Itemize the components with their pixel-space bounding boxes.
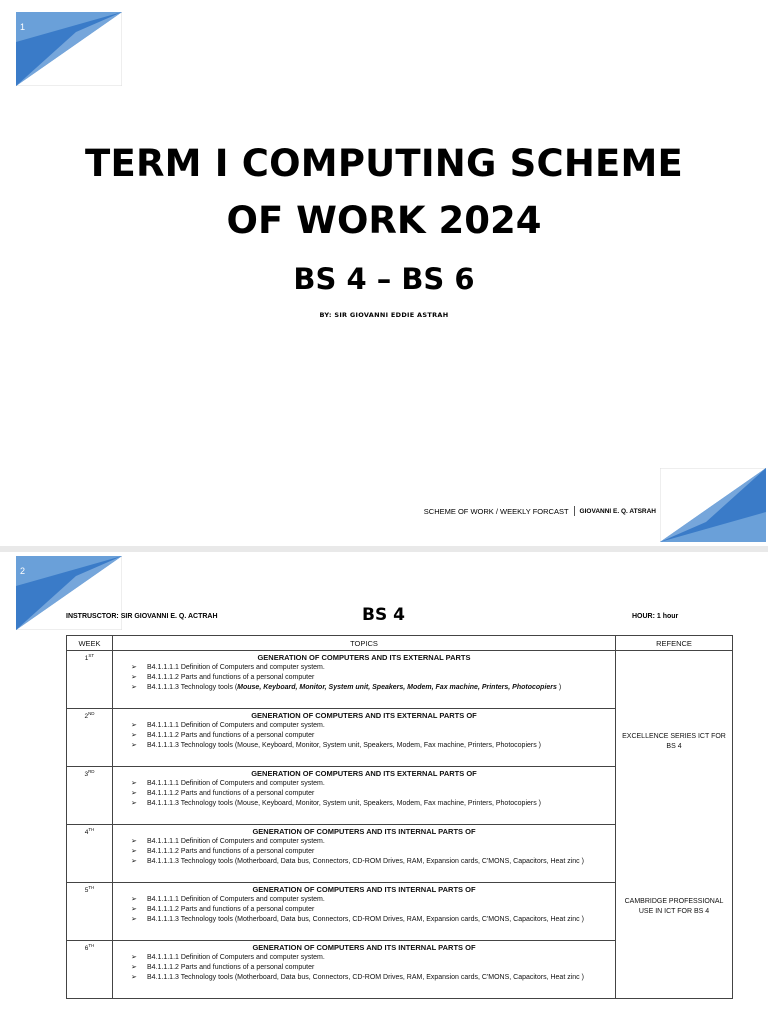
- list-item: ➢ B4.1.1.1.2 Parts and functions of a personal computer: [131, 905, 615, 915]
- instructor-label: INSTRUSCTOR: SIR GIOVANNI E. Q. ACTRAH: [66, 613, 218, 620]
- corner-decoration: [16, 12, 122, 86]
- corner-decoration-bottom-right: [660, 468, 766, 542]
- list-item: ➢ B4.1.1.1.3 Technology tools (Motherboard, Data bus, Connectors, CD-ROM Drives, RAM, Expansion cards, C'MONS, Capacitors, Heat zinc ): [131, 973, 615, 983]
- week-suffix: TH: [88, 943, 95, 948]
- topic-title: GENERATION OF COMPUTERS AND ITS INTERNAL PARTS OF: [252, 885, 476, 894]
- page-number: 2: [20, 566, 26, 576]
- week-cell: [67, 941, 113, 999]
- week-number: 6: [84, 945, 89, 953]
- list-item: ➢ B4.1.1.1.1 Definition of Computers and computer system.: [131, 895, 615, 905]
- topics-cell: [113, 709, 616, 767]
- week-number: 3: [84, 771, 89, 779]
- week-number: 5: [84, 887, 89, 895]
- column-header-topics: TOPICS: [113, 636, 616, 651]
- topic-title: GENERATION OF COMPUTERS AND ITS EXTERNAL PARTS: [257, 653, 471, 662]
- scheme-of-work-table: [66, 635, 733, 999]
- reference-cell: [616, 651, 733, 999]
- column-header-reference: REFENCE: [616, 636, 733, 651]
- topics-cell: [113, 883, 616, 941]
- column-header-week: WEEK: [67, 636, 113, 651]
- topics-cell: [113, 825, 616, 883]
- list-item: ➢ B4.1.1.1.3 Technology tools (Mouse, Keyboard, Monitor, System unit, Speakers, Modem, Fax machine, Printers, Photocopiers ): [131, 799, 615, 809]
- list-item: ➢ B4.1.1.1.2 Parts and functions of a personal computer: [131, 963, 615, 973]
- week-suffix: RD: [88, 769, 95, 774]
- week-suffix: TH: [88, 827, 95, 832]
- list-item: ➢ B4.1.1.1.3 Technology tools (Motherboard, Data bus, Connectors, CD-ROM Drives, RAM, Expansion cards, C'MONS, Capacitors, Heat zinc ): [131, 915, 615, 925]
- topic-title: GENERATION OF COMPUTERS AND ITS INTERNAL PARTS OF: [252, 943, 476, 952]
- footer-author: GIOVANNI E. Q. ATSRAH: [579, 507, 656, 515]
- week-suffix: ND: [88, 711, 95, 716]
- document-title-line-1: TERM I COMPUTING SCHEME: [85, 142, 683, 185]
- week-cell: [67, 767, 113, 825]
- week-number: 2: [84, 713, 89, 721]
- table-row: [67, 651, 733, 709]
- page-footer: [424, 506, 656, 516]
- author-byline: BY: SIR GIOVANNI EDDIE ASTRAH: [319, 311, 449, 319]
- list-item: ➢ B4.1.1.1.1 Definition of Computers and computer system.: [131, 837, 615, 847]
- topics-cell: [113, 941, 616, 999]
- item-text: B4.1.1.1.3 Technology tools (: [147, 684, 238, 691]
- reference-2: CAMBRIDGE PROFESSIONAL USE IN ICT FOR BS 4: [624, 898, 724, 915]
- week-suffix: ST: [88, 653, 95, 658]
- week-number: 1: [84, 655, 89, 663]
- reference-1: EXCELLENCE SERIES ICT FOR BS 4: [622, 733, 726, 750]
- table-header-row: [67, 636, 733, 651]
- list-item: ➢ B4.1.1.1.1 Definition of Computers and computer system.: [131, 953, 615, 963]
- topic-title: GENERATION OF COMPUTERS AND ITS INTERNAL PARTS OF: [252, 827, 476, 836]
- week-suffix: TH: [88, 885, 95, 890]
- week-cell: [67, 883, 113, 941]
- week-cell: [67, 709, 113, 767]
- list-item: ➢ B4.1.1.1.3 Technology tools (Mouse, Keyboard, Monitor, System unit, Speakers, Modem, Fax machine, Printers, Photocopiers ): [131, 741, 615, 751]
- topics-cell: [113, 767, 616, 825]
- list-item: ➢ B4.1.1.1.2 Parts and functions of a personal computer: [131, 673, 615, 683]
- item-text: ): [556, 684, 562, 691]
- list-item: ➢ B4.1.1.1.1 Definition of Computers and computer system.: [131, 663, 615, 673]
- footer-label: SCHEME OF WORK / WEEKLY FORCAST: [423, 506, 569, 516]
- document-subtitle: BS 4 – BS 6: [293, 262, 475, 296]
- week-cell: [67, 651, 113, 709]
- hour-label: HOUR: 1 hour: [632, 613, 679, 620]
- list-item: ➢ B4.1.1.1.2 Parts and functions of a personal computer: [131, 847, 615, 857]
- class-heading: BS 4: [362, 605, 405, 625]
- topic-title: GENERATION OF COMPUTERS AND ITS EXTERNAL PARTS OF: [251, 769, 477, 778]
- schedule-header: [0, 605, 768, 629]
- list-item: [131, 683, 615, 693]
- list-item: ➢ B4.1.1.1.1 Definition of Computers and computer system.: [131, 721, 615, 731]
- page-number: 1: [20, 22, 26, 32]
- document-title-line-2: OF WORK 2024: [226, 199, 542, 242]
- list-item: ➢ B4.1.1.1.3 Technology tools (Motherboard, Data bus, Connectors, CD-ROM Drives, RAM, Expansion cards, C'MONS, Capacitors, Heat zinc ): [131, 857, 615, 867]
- topic-title: GENERATION OF COMPUTERS AND ITS EXTERNAL PARTS OF: [251, 711, 477, 720]
- list-item: ➢ B4.1.1.1.2 Parts and functions of a personal computer: [131, 731, 615, 741]
- list-item: ➢ B4.1.1.1.2 Parts and functions of a personal computer: [131, 789, 615, 799]
- week-cell: [67, 825, 113, 883]
- item-emphasis: Mouse, Keyboard, Monitor, System unit, Speakers, Modem, Fax machine, Printers, Photocopiers: [237, 684, 557, 691]
- list-item: ➢ B4.1.1.1.1 Definition of Computers and computer system.: [131, 779, 615, 789]
- week-number: 4: [84, 829, 89, 837]
- footer-separator: [574, 506, 575, 516]
- topics-cell: [113, 651, 616, 709]
